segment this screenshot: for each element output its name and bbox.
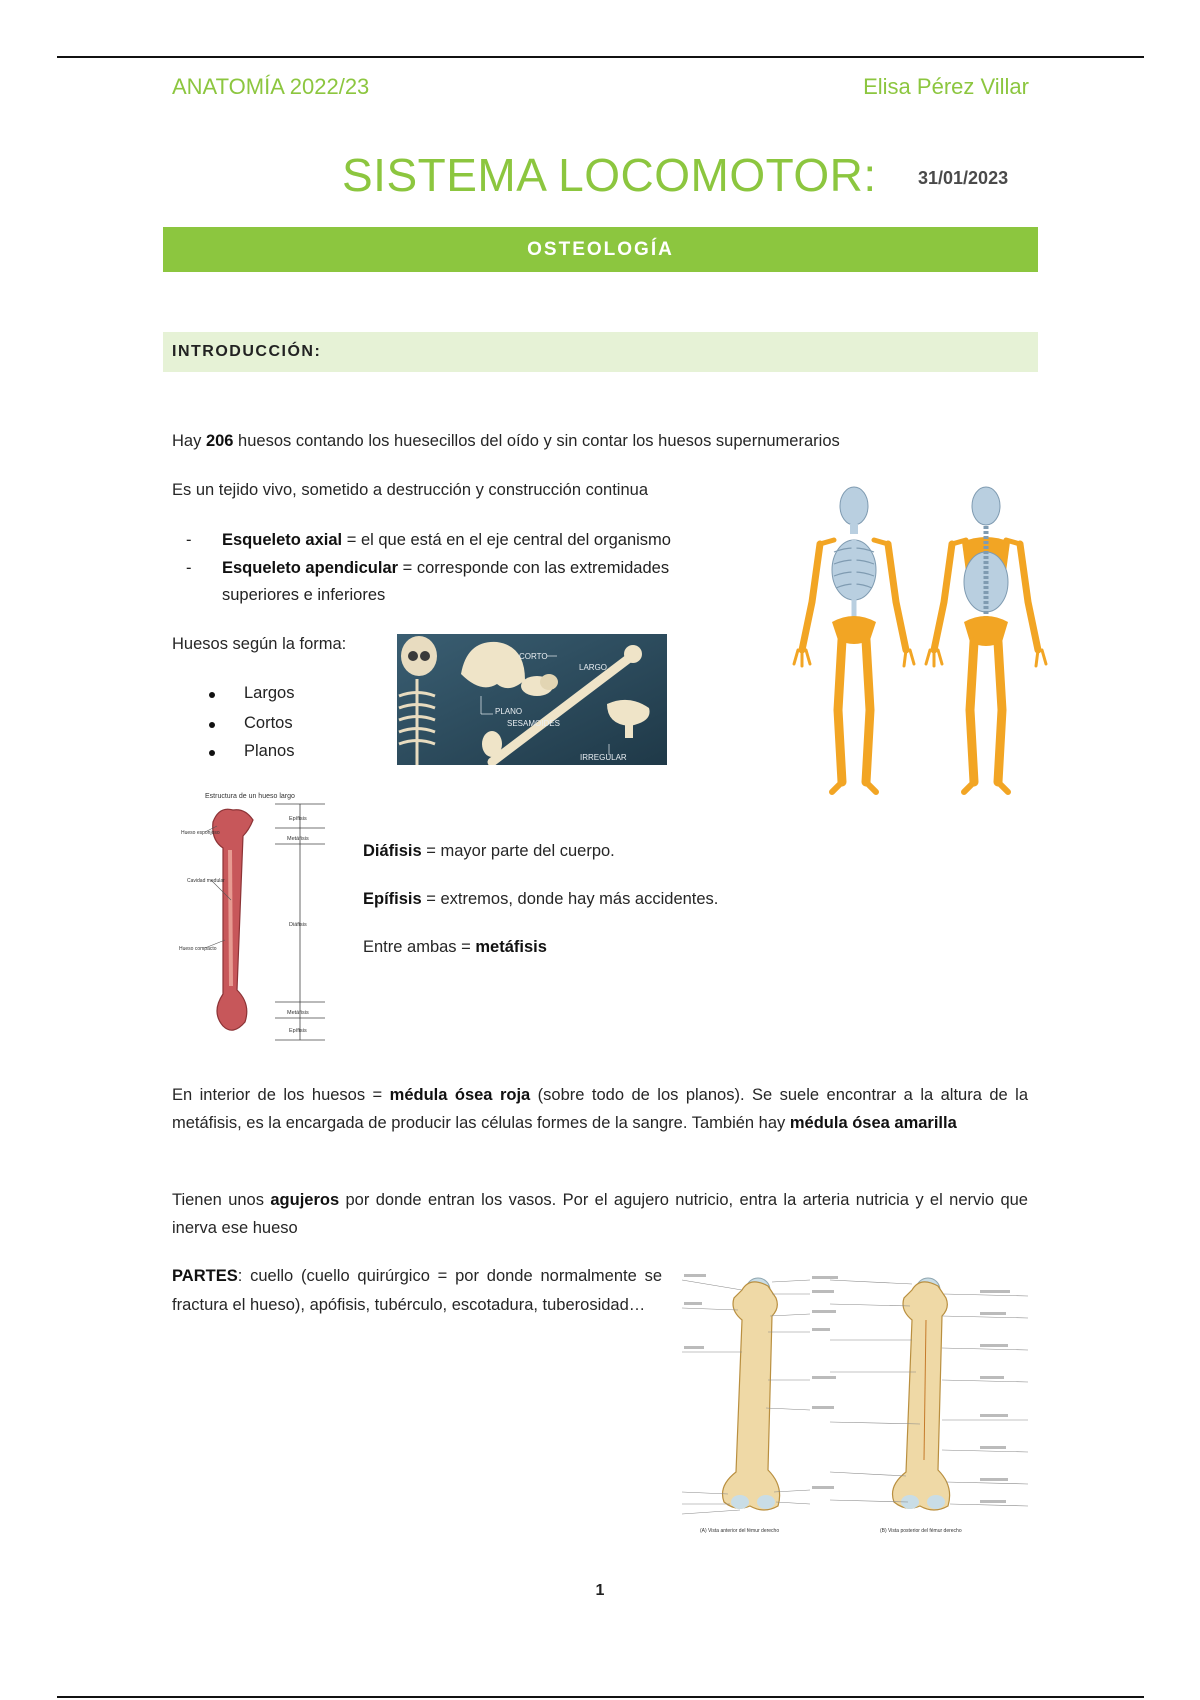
figure-title: Estructura de un hueso largo bbox=[205, 793, 295, 800]
bold-text: médula ósea roja bbox=[389, 1086, 531, 1104]
text: En interior de los huesos = bbox=[172, 1086, 390, 1104]
label-corto: CORTO bbox=[519, 652, 548, 661]
bone-shapes-image bbox=[397, 634, 667, 765]
paragraph-living-tissue: Es un tejido vivo, sometido a destrucción y construcción continua bbox=[172, 481, 649, 499]
label-plano: PLANO bbox=[495, 707, 523, 716]
text: = mayor parte del cuerpo. bbox=[421, 842, 615, 860]
section-heading-intro: INTRODUCCIÓN: bbox=[163, 332, 1038, 372]
label-sesamoides: SESAMOIDES bbox=[507, 719, 560, 728]
bottom-rule bbox=[57, 1696, 1144, 1698]
label-hueso-compacto: Hueso compacto bbox=[179, 946, 217, 952]
bullet-text: Largos bbox=[244, 684, 295, 702]
text: Tienen unos bbox=[172, 1191, 271, 1209]
paragraph-bone-count bbox=[172, 428, 972, 455]
definition-diafisis bbox=[363, 838, 615, 865]
bold-text: Esqueleto axial bbox=[222, 531, 343, 549]
label-diafisis: Diáfisis bbox=[289, 922, 307, 928]
author-header: Elisa Pérez Villar bbox=[863, 74, 1029, 99]
bullet-dot bbox=[209, 692, 215, 698]
bullet-text: Planos bbox=[244, 742, 295, 760]
bold-text: Esqueleto apendicular bbox=[222, 559, 399, 577]
bold-text: Diáfisis bbox=[363, 842, 422, 860]
date: 31/01/2023 bbox=[918, 168, 1009, 188]
bold-text: 206 bbox=[205, 432, 234, 450]
dash-marker: - bbox=[186, 559, 192, 577]
text: = corresponde con las extremidades superiores e inferiores bbox=[222, 559, 670, 604]
label-epifisis: Epífisis bbox=[289, 816, 307, 822]
definition-epifisis bbox=[363, 886, 718, 913]
long-bone-figure bbox=[175, 790, 335, 1045]
skeleton-image bbox=[780, 482, 1060, 800]
label-irregular: IRREGULAR bbox=[580, 753, 627, 762]
text: huesos contando los huesecillos del oído y sin contar los huesos supernumerarios bbox=[233, 432, 840, 450]
bullet-dot bbox=[209, 722, 215, 728]
label-metafisis: Metáfisis bbox=[287, 1010, 309, 1016]
text: Entre ambas = bbox=[363, 938, 476, 956]
page-number: 1 bbox=[595, 1582, 605, 1599]
text: Hay bbox=[172, 432, 206, 450]
paragraph-parts bbox=[172, 1262, 662, 1320]
label-hueso-esponjoso: Hueso esponjoso bbox=[181, 830, 220, 836]
text: por donde entran los vasos. Por el agujero nutricio, entra la arteria nutricia y el nervio que inerva ese hueso bbox=[172, 1191, 1028, 1237]
text: = el que está en el eje central del organismo bbox=[342, 531, 671, 549]
paragraph-marrow bbox=[172, 1081, 1028, 1137]
bold-text: Epífisis bbox=[363, 890, 422, 908]
paragraph-foramina bbox=[172, 1186, 1028, 1242]
osteology-banner: OSTEOLOGÍA bbox=[163, 227, 1038, 272]
bold-text: PARTES bbox=[172, 1267, 238, 1285]
label-largo: LARGO bbox=[579, 663, 608, 672]
dash-marker: - bbox=[186, 531, 192, 549]
bullet-text: Cortos bbox=[244, 714, 293, 732]
caption-anterior: (A) Vista anterior del fémur derecho bbox=[700, 1528, 780, 1534]
page-title: SISTEMA LOCOMOTOR: bbox=[342, 149, 877, 201]
label-cavidad-medular: Cavidad medular bbox=[187, 878, 225, 884]
caption-posterior: (B) Vista posterior del fémur derecho bbox=[880, 1528, 962, 1534]
top-rule bbox=[57, 56, 1144, 58]
label-epifisis: Epífisis bbox=[289, 1028, 307, 1034]
course-header: ANATOMÍA 2022/23 bbox=[172, 74, 370, 99]
bullet-dot bbox=[209, 750, 215, 756]
bold-text: metáfisis bbox=[475, 938, 547, 956]
bold-text: médula ósea amarilla bbox=[789, 1114, 957, 1132]
text: = extremos, donde hay más accidentes. bbox=[421, 890, 719, 908]
shapes-intro: Huesos según la forma: bbox=[172, 635, 347, 653]
label-metafisis: Metáfisis bbox=[287, 836, 309, 842]
definition-metafisis bbox=[363, 934, 547, 961]
text: (sobre todo de los planos). Se suele encontrar a la altura de la metáfisis, es la encargada de producir las células formes de la sangre. También hay bbox=[172, 1086, 1029, 1132]
bold-text: agujeros bbox=[270, 1191, 340, 1209]
text: : cuello (cuello quirúrgico = por donde normalmente se fractura el hueso), apófisis, tubérculo, escotadura, tuberosidad… bbox=[172, 1267, 662, 1314]
femur-figure bbox=[680, 1260, 1030, 1535]
